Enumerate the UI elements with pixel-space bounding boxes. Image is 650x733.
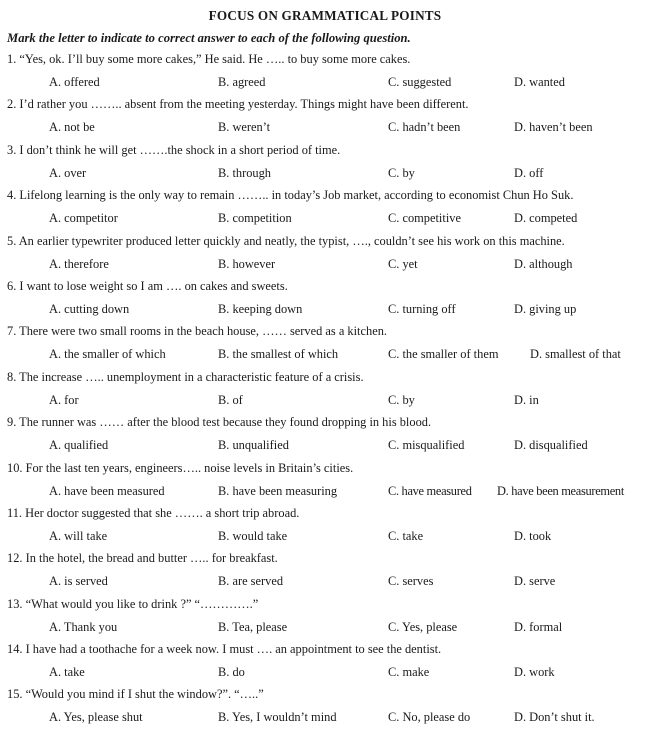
question-text: 6. I want to lose weight so I am …. on cakes and sweets.: [7, 278, 288, 293]
answer-option-d[interactable]: D. serve: [514, 574, 556, 589]
answer-option-c[interactable]: C. No, please do: [388, 710, 471, 725]
answer-option-c[interactable]: C. by: [388, 165, 415, 180]
answer-option-a[interactable]: A. therefore: [49, 256, 109, 271]
answer-option-d[interactable]: D. disqualified: [514, 438, 588, 453]
answer-options: [0, 665, 650, 683]
answer-option-a[interactable]: A. will take: [49, 528, 108, 543]
answer-option-d[interactable]: D. formal: [514, 619, 563, 634]
answer-option-a[interactable]: A. not be: [49, 120, 95, 135]
question-text: 1. “Yes, ok. I’ll buy some more cakes,” He said. He ….. to buy some more cakes.: [7, 52, 411, 66]
answer-options: [0, 302, 650, 320]
answer-options: [0, 120, 650, 138]
answer-option-b[interactable]: B. however: [218, 256, 276, 271]
answer-option-a[interactable]: A. the smaller of which: [49, 347, 166, 362]
answer-option-b[interactable]: B. have been measuring: [218, 483, 338, 498]
answer-option-d[interactable]: D. smallest of that: [530, 347, 621, 362]
answer-option-b[interactable]: B. through: [218, 165, 272, 180]
question-text: 4. Lifelong learning is the only way to remain …….. in today’s Job market, according to economist Chun Ho Suk.: [7, 188, 574, 203]
answer-option-d[interactable]: D. took: [514, 528, 552, 543]
question-text: 5. An earlier typewriter produced letter quickly and neatly, the typist, …., couldn’t see his work on this machine.: [7, 233, 565, 248]
answer-options: [0, 529, 650, 547]
answer-option-c[interactable]: C. yet: [388, 256, 418, 271]
question-text: 8. The increase ….. unemployment in a characteristic feature of a crisis.: [7, 369, 364, 384]
answer-option-d[interactable]: D. in: [514, 392, 539, 407]
question-item: [0, 143, 650, 188]
answer-options: [0, 620, 650, 638]
answer-option-d[interactable]: D. off: [514, 165, 544, 180]
question-item: [0, 188, 650, 233]
question-item: [0, 461, 650, 506]
answer-option-c[interactable]: C. by: [388, 392, 415, 407]
question-text: 9. The runner was …… after the blood test because they found dropping in his blood.: [7, 415, 432, 430]
answer-option-d[interactable]: D. giving up: [514, 301, 577, 316]
question-list: [0, 52, 650, 733]
answer-option-b[interactable]: B. agreed: [218, 75, 266, 89]
question-item: [0, 642, 650, 687]
answer-option-c[interactable]: C. make: [388, 665, 430, 680]
question-item: [0, 234, 650, 279]
answer-option-b[interactable]: B. keeping down: [218, 301, 303, 316]
answer-options: [0, 393, 650, 411]
answer-option-b[interactable]: B. are served: [218, 574, 284, 589]
answer-option-a[interactable]: A. offered: [49, 75, 100, 89]
answer-option-c[interactable]: C. misqualified: [388, 438, 465, 453]
answer-option-b[interactable]: B. would take: [218, 528, 288, 543]
answer-options: [0, 438, 650, 456]
answer-option-c[interactable]: C. hadn’t been: [388, 120, 461, 135]
question-item: [0, 687, 650, 732]
question-item: [0, 370, 650, 415]
question-text: 12. In the hotel, the bread and butter ….. for breakfast.: [7, 551, 278, 566]
page-title: FOCUS ON GRAMMATICAL POINTS: [208, 8, 442, 23]
answer-option-b[interactable]: B. the smallest of which: [218, 347, 339, 362]
answer-option-a[interactable]: A. cutting down: [49, 301, 130, 316]
answer-option-c[interactable]: C. turning off: [388, 301, 456, 316]
question-text: 11. Her doctor suggested that she ……. a short trip abroad.: [7, 505, 300, 520]
question-text: 7. There were two small rooms in the beach house, …… served as a kitchen.: [7, 324, 387, 339]
answer-option-a[interactable]: A. over: [49, 165, 87, 180]
instruction-text: Mark the letter to indicate to correct answer to each of the following question.: [7, 31, 411, 45]
question-item: [0, 597, 650, 642]
answer-option-b[interactable]: B. Tea, please: [218, 619, 288, 634]
question-text: 13. “What would you like to drink ?” “………….”: [7, 596, 259, 611]
answer-option-d[interactable]: D. although: [514, 256, 573, 271]
answer-option-b[interactable]: B. competition: [218, 211, 292, 226]
answer-option-a[interactable]: A. take: [49, 665, 85, 680]
answer-option-d[interactable]: D. competed: [514, 211, 578, 226]
question-item: [0, 324, 650, 369]
answer-option-a[interactable]: A. competitor: [49, 211, 118, 226]
answer-options: [0, 484, 650, 502]
question-item: [0, 415, 650, 460]
question-item: [0, 279, 650, 324]
answer-option-d[interactable]: D. haven’t been: [514, 120, 593, 135]
answer-option-b[interactable]: B. Yes, I wouldn’t mind: [218, 710, 337, 725]
answer-options: [0, 211, 650, 229]
answer-option-c[interactable]: C. Yes, please: [388, 619, 458, 634]
question-text: 15. “Would you mind if I shut the window?”. “…..”: [7, 687, 264, 702]
answer-option-b[interactable]: B. weren’t: [218, 120, 271, 135]
answer-option-a[interactable]: A. is served: [49, 574, 108, 589]
answer-option-b[interactable]: B. unqualified: [218, 438, 289, 453]
answer-options: [0, 257, 650, 275]
answer-option-c[interactable]: C. take: [388, 528, 424, 543]
answer-option-d[interactable]: D. work: [514, 665, 555, 680]
answer-options: [0, 166, 650, 184]
answer-option-c[interactable]: C. the smaller of them: [388, 347, 499, 362]
answer-option-d[interactable]: D. wanted: [514, 75, 565, 89]
answer-options: [0, 574, 650, 592]
question-text: 14. I have had a toothache for a week now. I must …. an appointment to see the dentist.: [7, 642, 442, 657]
answer-options: [0, 347, 650, 365]
answer-option-a[interactable]: A. for: [49, 392, 79, 407]
answer-option-c[interactable]: C. competitive: [388, 211, 461, 226]
question-item: [0, 551, 650, 596]
answer-options: [0, 710, 650, 728]
answer-option-a[interactable]: A. Thank you: [49, 619, 118, 634]
answer-options: [0, 75, 650, 93]
answer-option-a[interactable]: A. qualified: [49, 438, 109, 453]
answer-option-d[interactable]: D. Don’t shut it.: [514, 710, 595, 725]
answer-option-c[interactable]: C. serves: [388, 574, 434, 589]
question-text: 10. For the last ten years, engineers….. noise levels in Britain’s cities.: [7, 460, 354, 475]
answer-option-b[interactable]: B. do: [218, 665, 245, 680]
answer-option-a[interactable]: A. have been measured: [49, 483, 165, 498]
question-text: 2. I’d rather you …….. absent from the meeting yesterday. Things might have been different.: [7, 97, 469, 112]
question-item: [0, 52, 650, 97]
answer-option-b[interactable]: B. of: [218, 392, 243, 407]
question-item: [0, 97, 650, 142]
answer-option-c[interactable]: C. suggested: [388, 75, 452, 89]
answer-option-a[interactable]: A. Yes, please shut: [49, 710, 143, 725]
answer-option-d[interactable]: D. have been measurement: [497, 483, 624, 498]
answer-option-c[interactable]: C. have measured: [388, 483, 472, 498]
question-text: 3. I don’t think he will get …….the shock in a short period of time.: [7, 142, 341, 157]
question-item: [0, 506, 650, 551]
